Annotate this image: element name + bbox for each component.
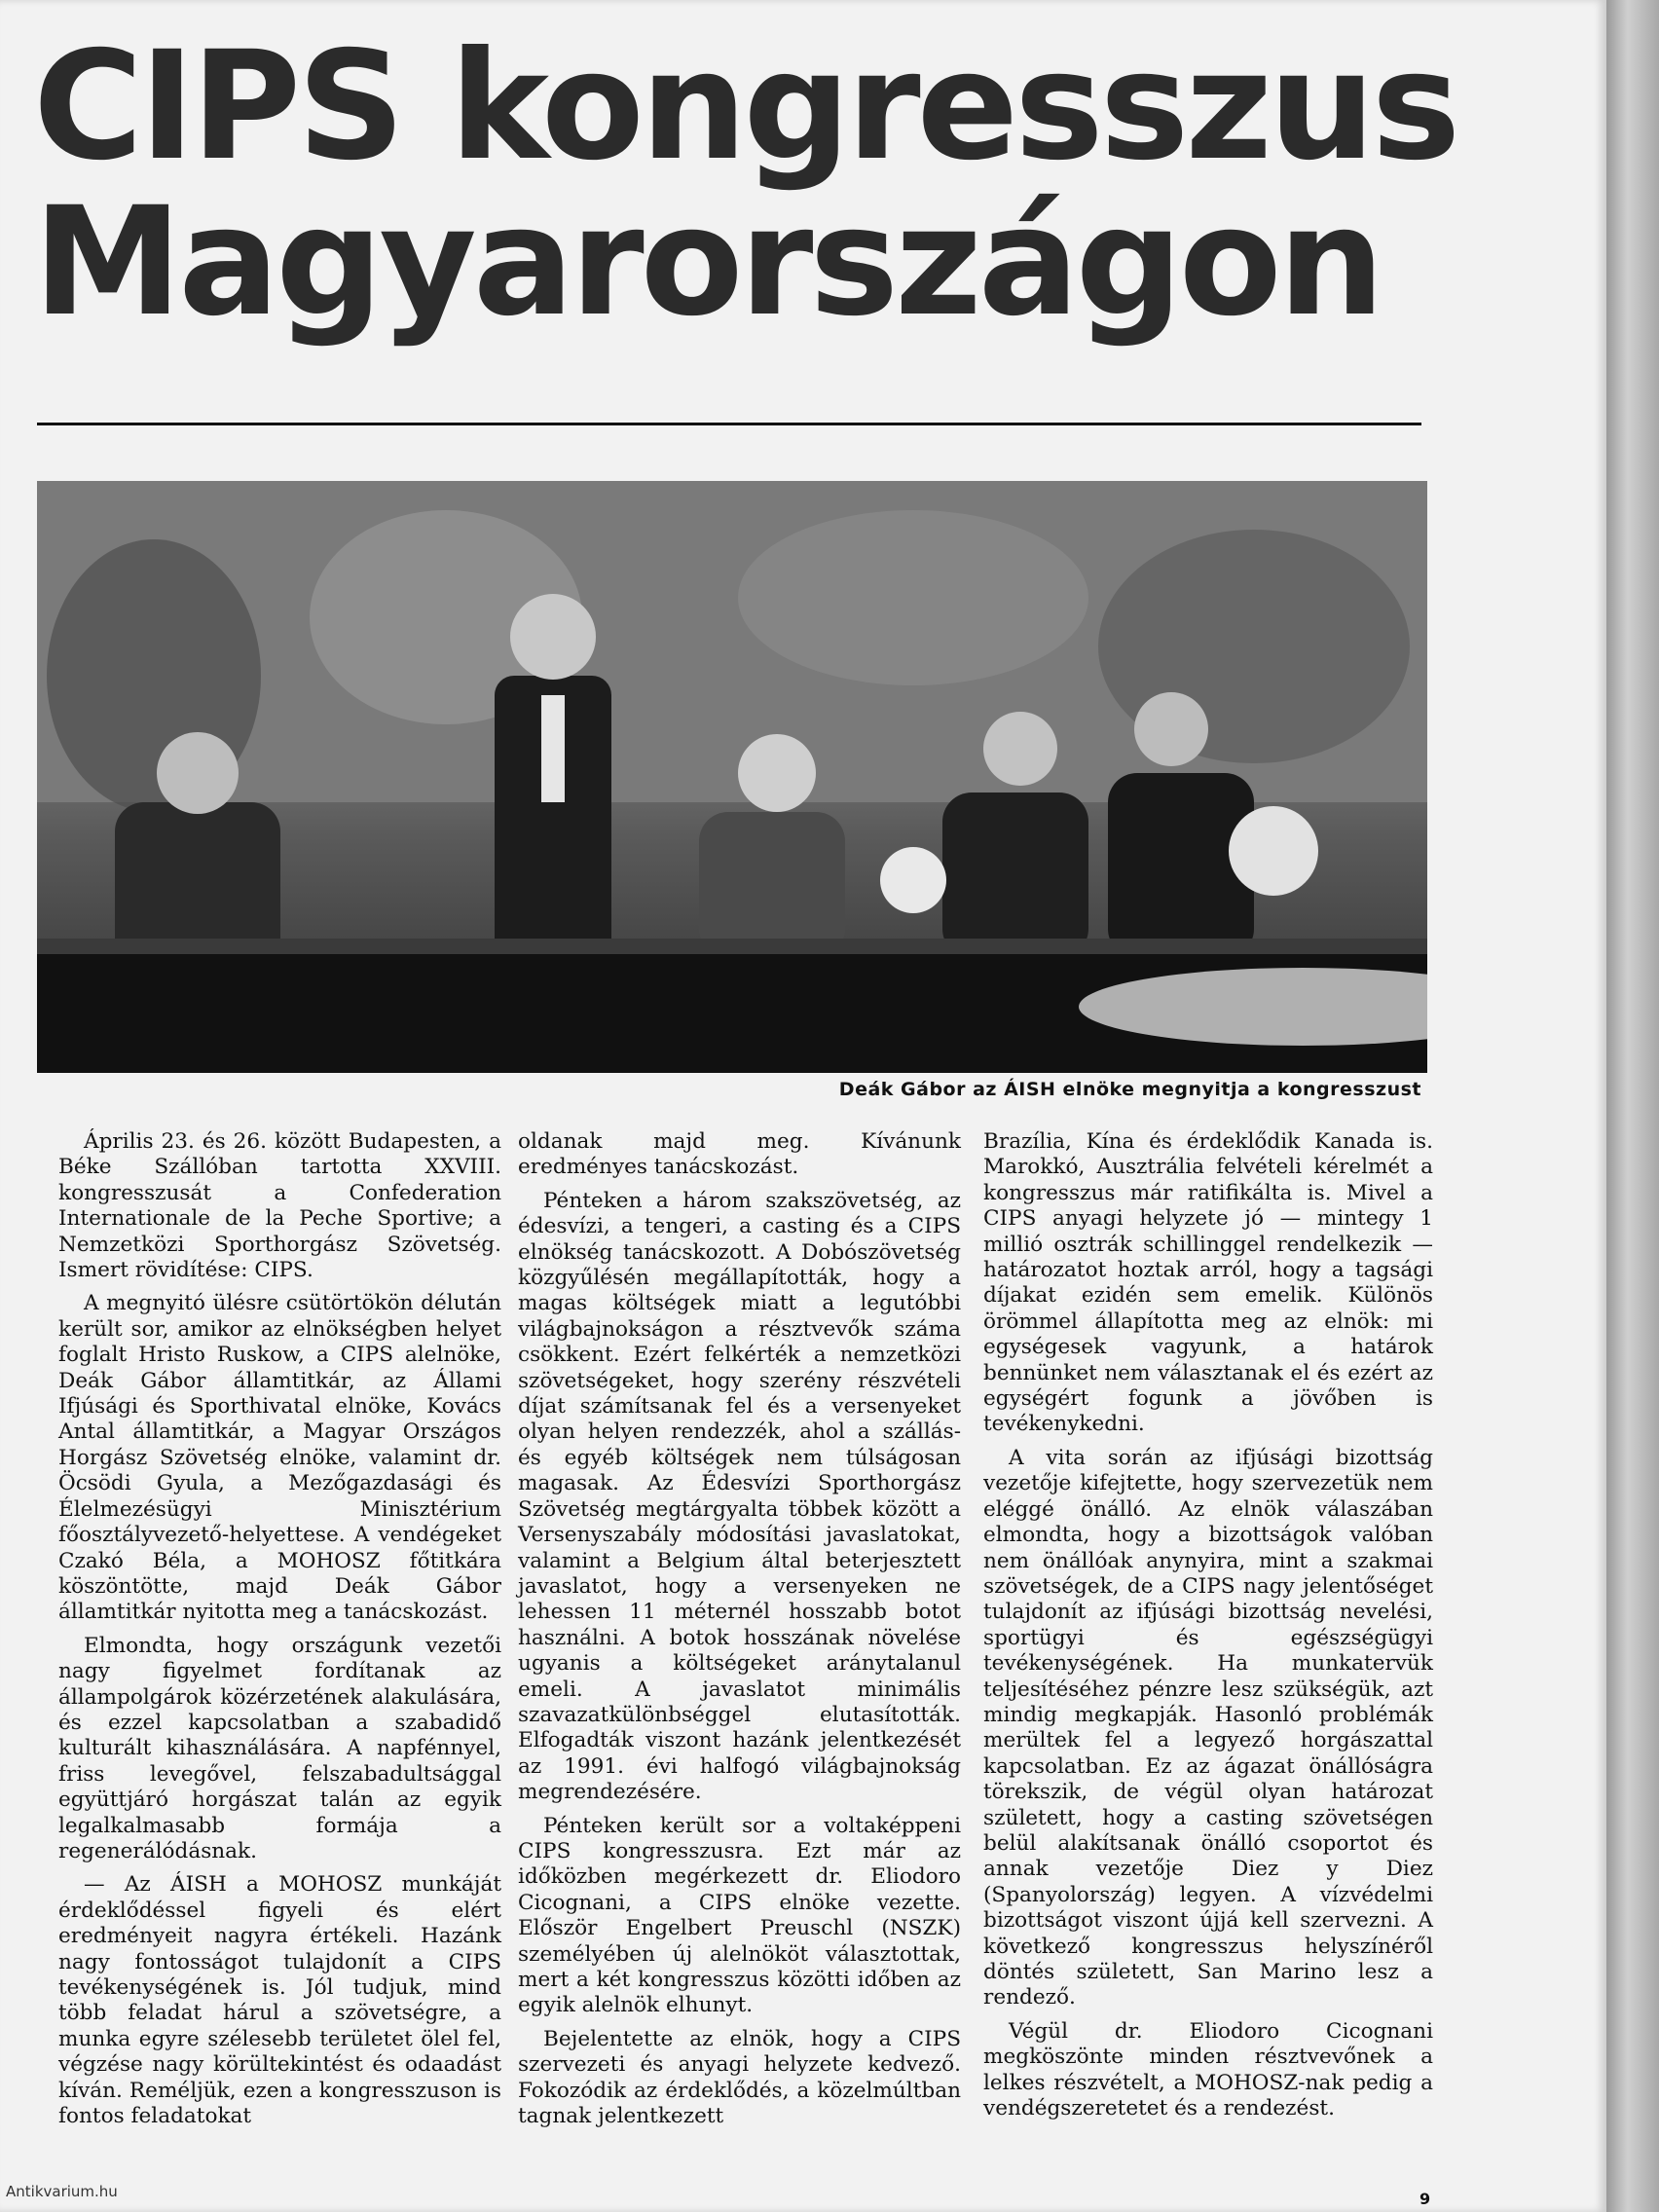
paragraph: Brazília, Kína és érdeklődik Kanada is. Marokkó, Ausztrália felvételi kérelmét a kongresszus már ratifikálta is. Mivel a CIPS anyagi helyzete jó — mintegy 1 millió osztrák schillinggel rendelkezik — határozatot hoztak arról, hogy a tagsági díjakat ezidén sem emelik. Különös örömmel állapította meg az elnök: mi egységesek vagyunk, a határok bennünket nem választanak el és ezért az egységért fogunk a jövőben is tevékenykedni. bbox=[983, 1129, 1433, 1437]
headline-line-2: Magyarországon bbox=[33, 175, 1382, 350]
paragraph: Elmondta, hogy országunk vezetői nagy figyelmet fordítanak az állampolgárok közérzetének alakulására, és ezzel kapcsolatban a szabadidő kulturált kihasználására. A napfénnyel, friss levegővel, felszabadultsággal együttjáró horgászat talán az egyik legalkalmasabb formája a regenerálódásnak. bbox=[58, 1633, 501, 1863]
headline-rule bbox=[37, 423, 1421, 425]
article-column-3 bbox=[983, 1129, 1433, 2129]
congress-photo bbox=[37, 481, 1427, 1073]
page-edge bbox=[1606, 0, 1659, 2212]
paragraph: A vita során az ifjúsági bizottság vezetője kifejtette, hogy szervezetük nem eléggé önálló. Az elnök válaszában elmondta, hogy a bizottságok valóban nem önállóak anynyira, mint a szakmai szövetségek, de a CIPS nagy jelentőséget tulajdonít az ifjúsági bizottság nevelési, sportügyi és egészségügyi tevékenységének. Ha munkatervük teljesítéséhez pénzre lesz szükségük, azt mindig megkapják. Hasonló problémák merültek fel a legyező horgászattal kapcsolatban. Ez az ágazat önállóságra törekszik, de végül olyan határozat született, hogy a casting szövetségen belül alakítsanak önálló csoportot és annak vezetője Diez y Diez (Spanyolország) legyen. A vízvédelmi bizottságot viszont újjá kell szervezni. A következő kongresszus helyszínéről döntés született, San Marino lesz a rendező. bbox=[983, 1445, 1433, 2010]
paragraph: Pénteken került sor a voltaképpeni CIPS kongresszusra. Ezt már az időközben megérkezett dr. Eliodoro Cicognani, a CIPS elnöke vezette. Először Engelbert Preuschl (NSZK) személyében új alelnököt választottak, mert a két kongresszus közötti időben az egyik alelnök elhunyt. bbox=[518, 1813, 961, 2018]
photo-caption: Deák Gábor az ÁISH elnöke megnyitja a kongresszust bbox=[838, 1079, 1421, 1100]
paragraph: A megnyitó ülésre csütörtökön délután került sor, amikor az elnökségben helyet foglalt Hristo Ruskow, a CIPS alelnöke, Deák Gábor államtitkár, az Állami Ifjúsági és Sporthivatal elnöke, Kovács Antal államtitkár, a Magyar Országos Horgász Szövetség elnöke, valamint dr. Öcsödi Gyula, a Mezőgazdasági és Élelmezésügyi Minisztérium főosztályvezető-helyettese. A vendégeket Czakó Béla, a MOHOSZ főtitkára köszöntötte, majd Deák Gábor államtitkár nyitotta meg a tanácskozást. bbox=[58, 1291, 501, 1625]
paragraph: — Az ÁISH a MOHOSZ munkáját érdeklődéssel figyeli és elért eredményeit nagyra értékeli. Hazánk nagy fontosságot tulajdonít a CIPS tevékenységének is. Jól tudjuk, mind több feladat hárul a szövetségre, a munka egyre szélesebb területet ölel fel, végzése nagy körültekintést és odaadást kíván. Reméljük, ezen a kongresszuson is fontos feladatokat bbox=[58, 1872, 501, 2129]
article-column-1 bbox=[58, 1129, 501, 2137]
paragraph: Végül dr. Eliodoro Cicognani megköszönte minden résztvevőnek a lelkes részvételt, a MOHOSZ-nak pedig a vendégszeretetet és a rendezést. bbox=[983, 2018, 1433, 2121]
paragraph: Április 23. és 26. között Budapesten, a Béke Szállóban tartotta XXVIII. kongresszusát a Confederation Internationale de la Peche Sportive; a Nemzetközi Sporthorgász Szövetség. Ismert rövidítése: CIPS. bbox=[58, 1129, 501, 1283]
watermark: Antikvarium.hu bbox=[6, 2183, 118, 2200]
paragraph: oldanak majd meg. Kívánunk eredményes tanácskozást. bbox=[518, 1129, 961, 1180]
paragraph: Bejelentette az elnök, hogy a CIPS szervezeti és anyagi helyzete kedvező. Fokozódik az érdeklődés, a közelmúltban tagnak jelentkezett bbox=[518, 2026, 961, 2129]
headline bbox=[33, 19, 1457, 350]
photo-illustration bbox=[37, 481, 1427, 1073]
page-number: 9 bbox=[1419, 2190, 1431, 2208]
article-column-2 bbox=[518, 1129, 961, 2137]
paragraph: Pénteken a három szakszövetség, az édesvízi, a tengeri, a casting és a CIPS elnökség tanácskozott. A Dobószövetség közgyűlésén megállapították, hogy a magas költségek miatt a legutóbbi világbajnokságon a résztvevők száma csökkent. Ezért felkérték a nemzetközi szövetségeket, hogy szerény részvételi díjat számítsanak fel és a versenyeket olyan helyen rendezzék, ahol a szállás- és egyéb költségek nem túlságosan magasak. Az Édesvízi Sporthorgász Szövetség megtárgyalta többek között a Versenyszabály módosítási javaslatokat, valamint a Belgium által beterjesztett javaslatot, hogy a versenyeken ne lehessen 11 méternél hosszabb botot használni. A botok hosszának növelése ugyanis a költségeket aránytalanul emeli. A javaslatot minimális szavazatkülönbséggel elutasították. Elfogadták viszont hazánk jelentkezését az 1991. évi halfogó világbajnokság megrendezésére. bbox=[518, 1188, 961, 1805]
headline-line-1: CIPS kongresszus bbox=[33, 19, 1457, 194]
